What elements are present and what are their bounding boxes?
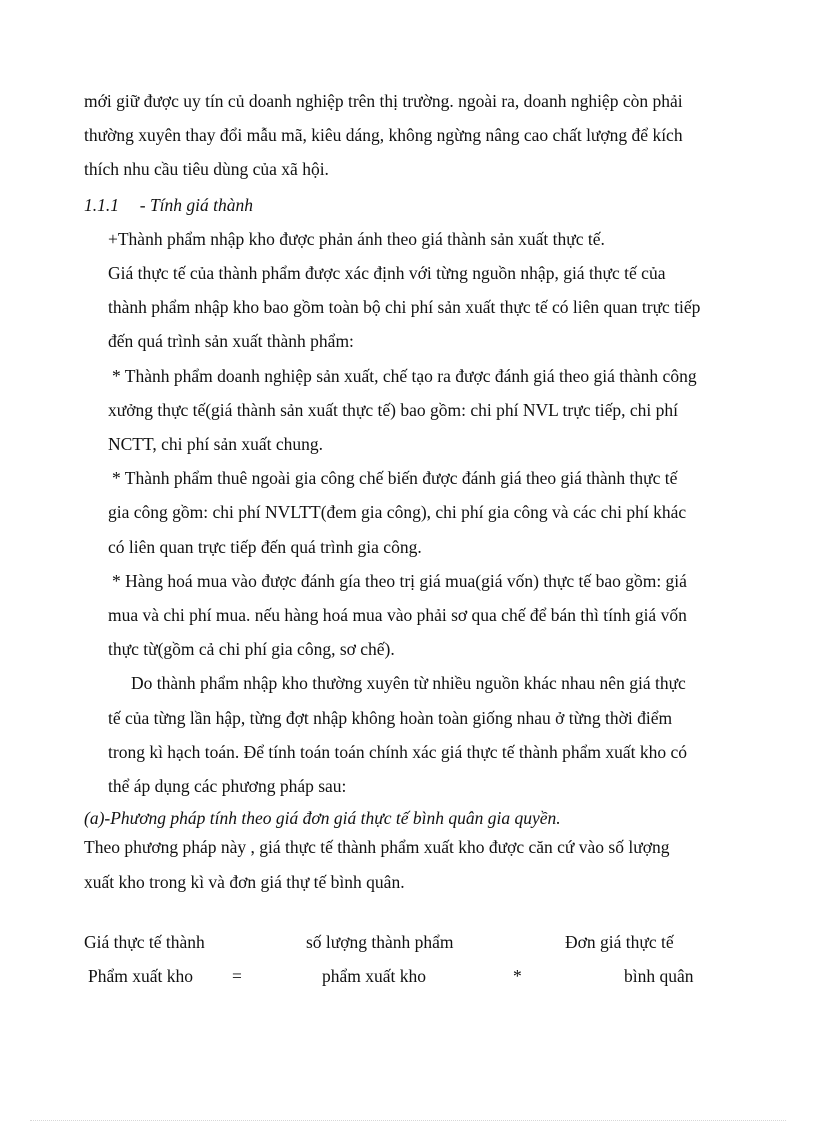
body-line-7: NCTT, chi phí sản xuất chung. [108,434,323,454]
formula-equals-sign: = [232,966,242,986]
body-line-12: mua và chi phí mua. nếu hàng hoá mua vào phải sơ qua chế để bán thì tính giá vốn [108,605,687,625]
body-line-1: +Thành phẩm nhập kho được phản ánh theo giá thành sản xuất thực tế. [108,229,605,249]
section-number: 1.1.1 [84,195,119,215]
body-line-16: trong kì hạch toán. Để tính toán toán chính xác giá thực tế thành phẩm xuất kho có [108,742,688,762]
intro-line-3: thích nhu cầu tiêu dùng của xã hội. [84,159,329,179]
formula-lhs-bottom: Phẩm xuất kho [88,966,193,986]
body-line-6: xưởng thực tế(giá thành sản xuất thực tế) bao gồm: chi phí NVL trực tiếp, chi phí [108,400,678,420]
method-a-heading: (a)-Phương pháp tính theo giá đơn giá thực tế bình quân gia quyền. [84,808,561,828]
body-line-5: * Thành phẩm doanh nghiệp sản xuất, chế tạo ra được đánh giá theo giá thành công [112,366,697,386]
method-a-line-2: xuất kho trong kì và đơn giá thự tế bình quân. [84,872,405,892]
body-line-9: gia công gồm: chi phí NVLTT(đem gia công), chi phí gia công và các chi phí khác [108,502,687,522]
page-bottom-divider [30,1120,786,1121]
intro-line-2: thường xuyên thay đổi mẫu mã, kiêu dáng, không ngừng nâng cao chất lượng để kích [84,125,683,145]
body-line-3: thành phẩm nhập kho bao gồm toàn bộ chi phí sản xuất thực tế có liên quan trực tiếp [108,297,701,317]
body-line-14: Do thành phẩm nhập kho thường xuyên từ nhiều nguồn khác nhau nên giá thực [131,673,686,693]
body-line-11: * Hàng hoá mua vào được đánh gía theo trị giá mua(giá vốn) thực tế bao gồm: giá [112,571,687,591]
formula-lhs-top: Giá thực tế thành [84,932,205,952]
section-heading [84,194,253,216]
formula-price-top: Đơn giá thực tế [565,932,674,952]
formula-quantity-top: số lượng thành phẩm [306,932,454,952]
body-line-17: thể áp dụng các phương pháp sau: [108,776,347,796]
section-title: - Tính giá thành [139,195,254,215]
formula-multiply-sign: * [513,966,522,986]
body-line-15: tế của từng lần hập, từng đợt nhập không hoàn toàn giống nhau ở từng thời điểm [108,708,673,728]
intro-line-1: mới giữ được uy tín củ doanh nghiệp trên thị trường. ngoài ra, doanh nghiệp còn phải [84,91,683,111]
formula-quantity-bottom: phẩm xuất kho [322,966,427,986]
body-line-13: thực từ(gồm cả chi phí gia công, sơ chế). [108,639,395,659]
body-line-2: Giá thực tế của thành phẩm được xác định với từng nguồn nhập, giá thực tế của [108,263,666,283]
body-line-8: * Thành phẩm thuê ngoài gia công chế biến được đánh giá theo giá thành thực tế [112,468,678,488]
body-line-10: có liên quan trực tiếp đến quá trình gia công. [108,537,422,557]
method-a-line-1: Theo phương pháp này , giá thực tế thành phẩm xuất kho được căn cứ vào số lượng [84,837,670,857]
body-line-4: đến quá trình sản xuất thành phẩm: [108,331,354,351]
formula-price-bottom: bình quân [624,966,694,986]
